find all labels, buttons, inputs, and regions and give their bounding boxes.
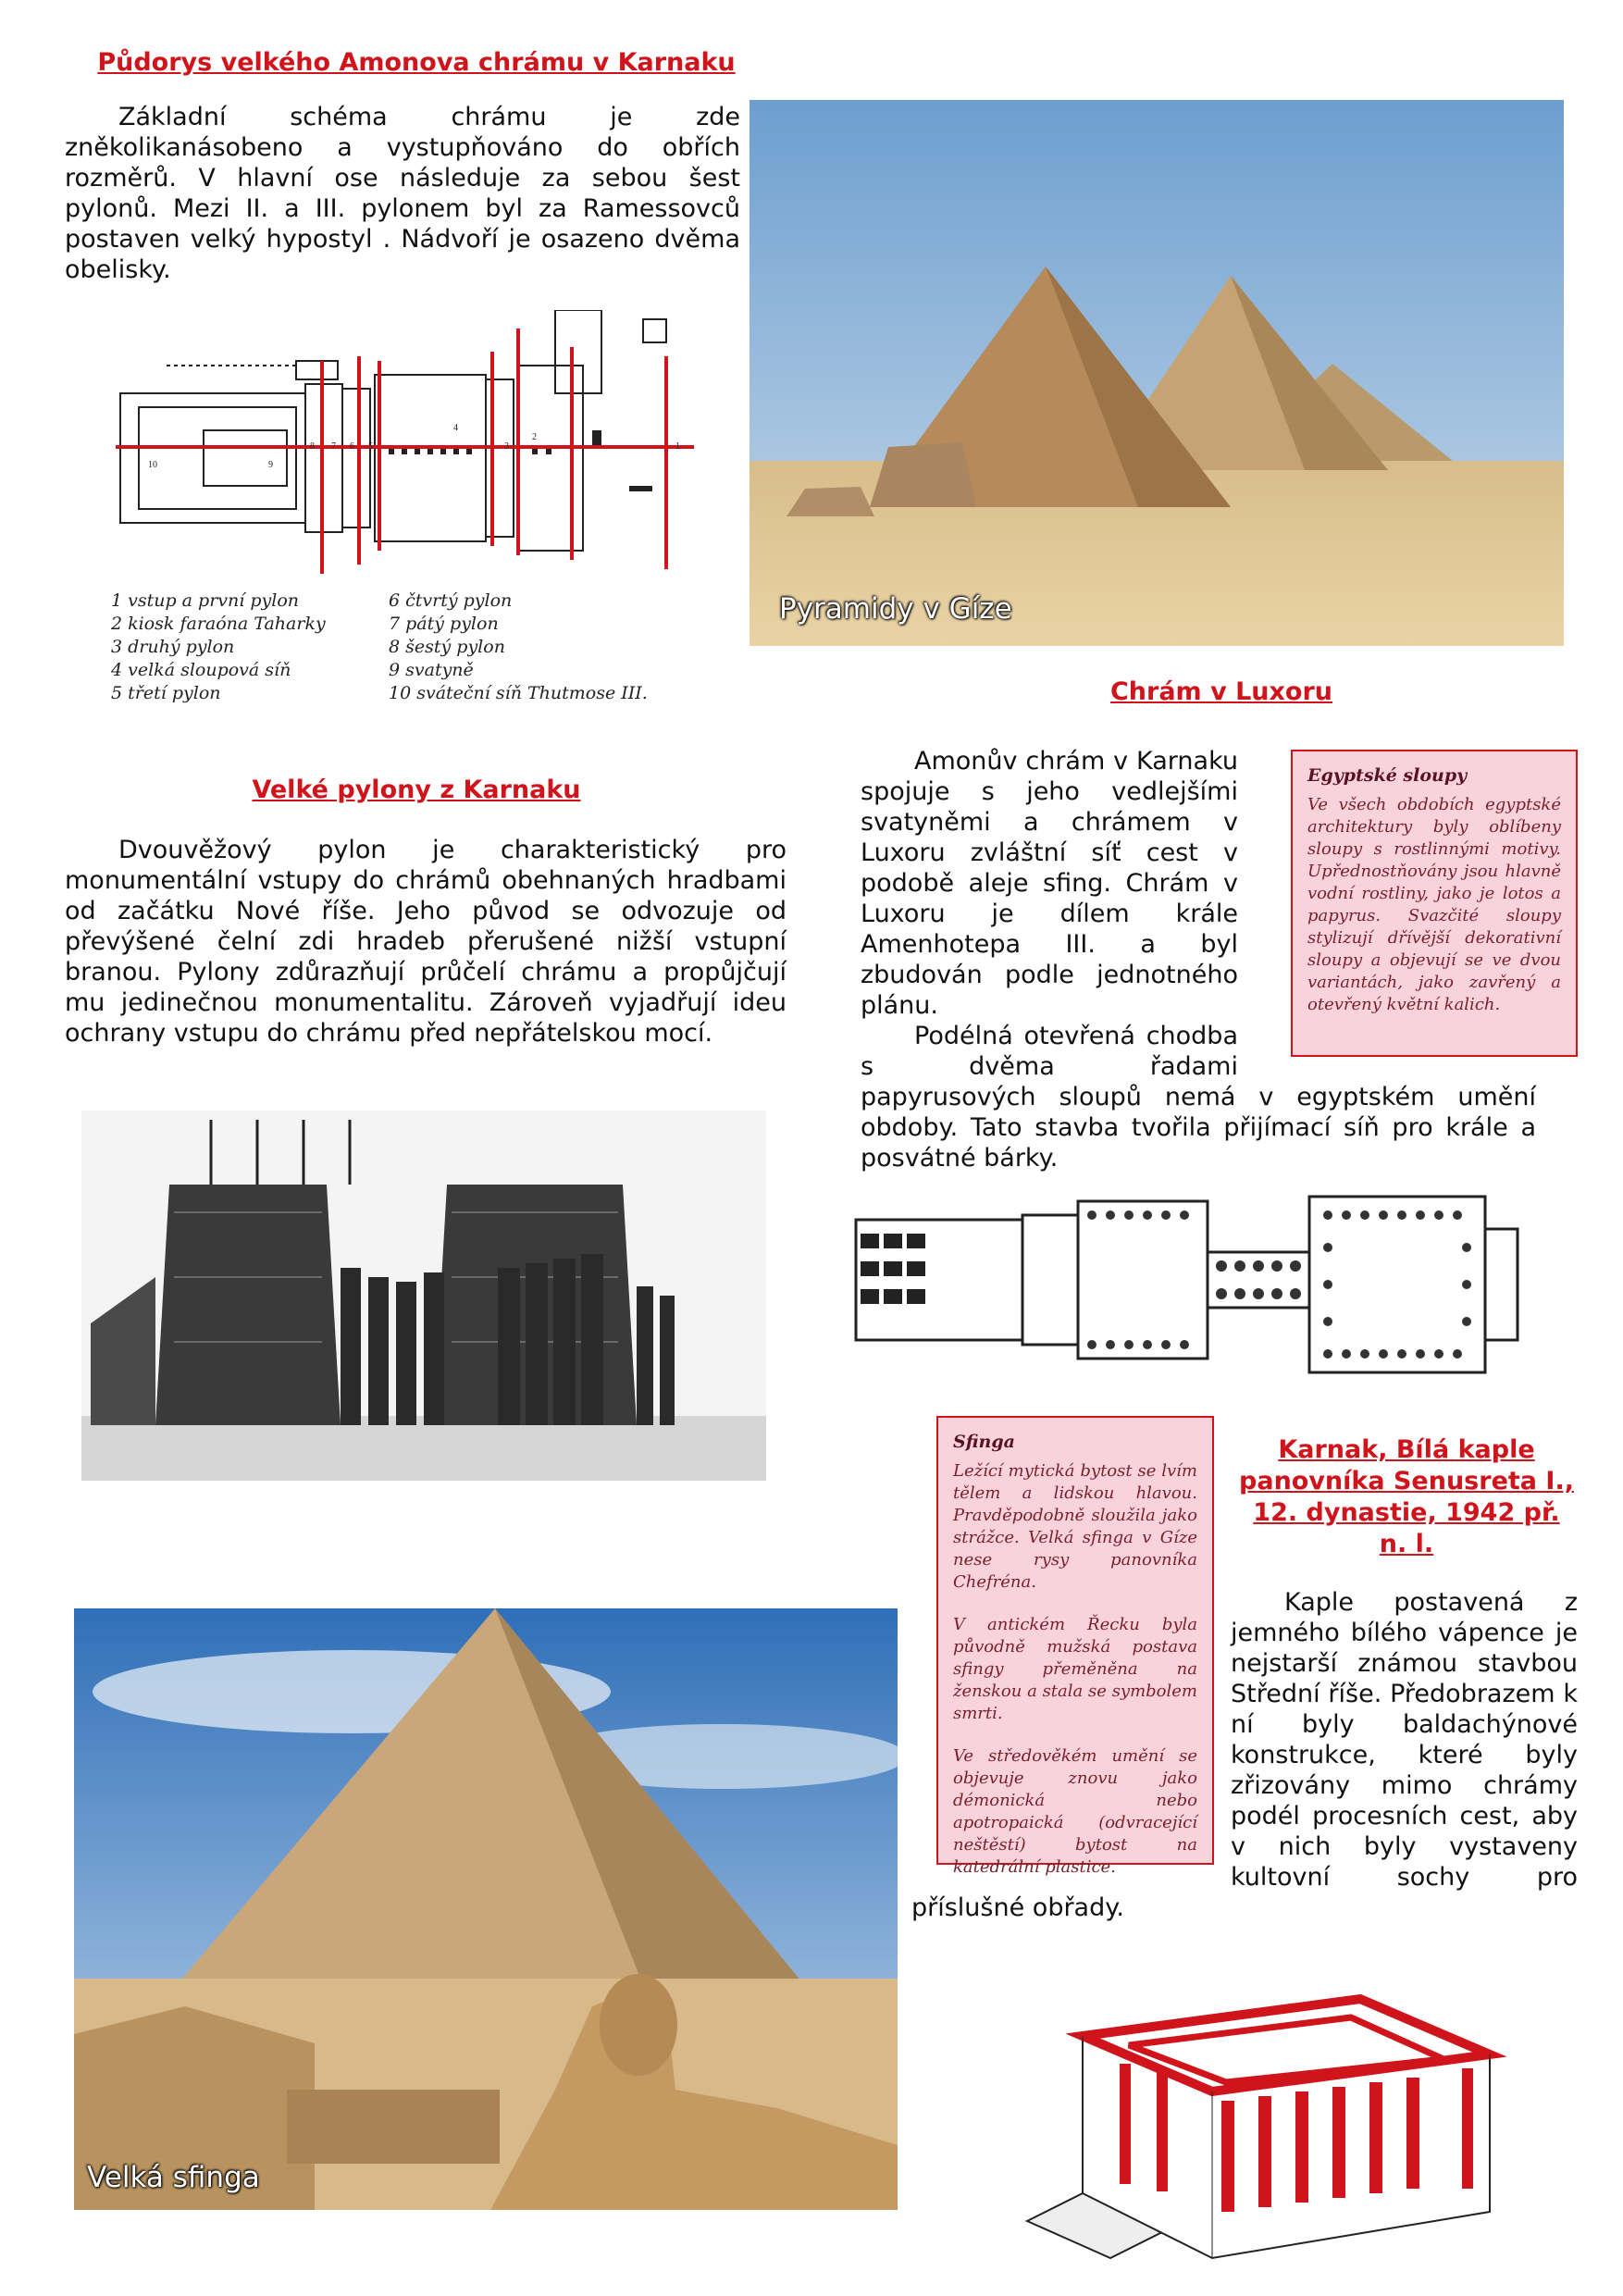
sphinx-caption: Velká sfinga [87,2161,260,2194]
plan-number: 9 [268,460,273,470]
sphinx-box-paragraph: Ležící mytická bytost se lvím tělem a lidskou hlavou. Pravděpodobně sloužila jako strážce. Velká sfinga v Gíze nese rysy panovníka Chefréna. [953,1461,1197,1592]
pyramids-photo [750,100,1564,646]
karnak-floor-plan [111,310,703,574]
sphinx-photo [74,1608,898,2210]
pyramids-caption: Pyramidy v Gíze [779,592,1012,626]
columns-box-title: Egyptské sloupy [1307,765,1468,786]
luxor-floor-plan [851,1192,1573,1382]
legend-item: 10 sváteční síň Thutmose III. [389,683,648,703]
sphinx-illustration [74,1608,898,2210]
white-chapel-heading: Karnak, Bílá kaple panovníka Senusreta I., 12. dynastie, 1942 př. n. l. [1239,1435,1574,1558]
pylons-paragraph: Dvouvěžový pylon je charakteristický pro monumentální vstupy do chrámů obehnaných hradbami od začátku Nové říše. Jeho původ se odvozuje od převýšené čelní zdi hradeb přerušené nižší vstupní branou. Pylony zdůrazňují průčelí chrámu a propůjčují mu jedinečnou monumentalitu. Zároveň vyjadřují ideu ochrany vstupu do chrámu před nepřátelskou mocí. [65,836,787,1048]
sphinx-box-paragraph: Ve středověkém umění se objevuje znovu jako démonická nebo apotropaická (odvracející neštěstí) bytost na katedrální plastice. [953,1746,1197,1877]
legend-item: 4 velká sloupová síň [111,660,291,680]
legend-item: 9 svatyně [389,660,474,680]
plan-number: 1 [675,441,680,452]
legend-item: 2 kiosk faraóna Taharky [111,614,326,634]
sphinx-box-title: Sfinga [953,1432,1015,1452]
plan-number: 6 [350,441,354,452]
luxor-paragraph-2: Podélná otevřená chodba s dvěma řadami papyrusových sloupů nemá v egyptském umění obdoby. Tato stavba tvořila přijímací síň pro krále a posvátné bárky. [861,1022,1536,1173]
plan-number: 5 [368,441,373,452]
white-chapel-text [911,1587,1578,1923]
legend-item: 7 pátý pylon [389,614,499,634]
pylons-drawing [81,1111,766,1481]
luxor-heading: Chrám v Luxoru [1109,677,1333,706]
luxor-paragraph-1: Amonův chrám v Karnaku spojuje s jeho vedlejšími svatyněmi a chrámem v Luxoru zvláštní síť cest v podobě aleje sfing. Chrám v Luxoru je dílem krále Amenhotepa III. a byl zbudován podle jednotného plánu. [861,747,1238,1020]
pylons-heading: Velké pylony z Karnaku [252,776,581,804]
karnak-plan-text [65,102,740,285]
egyptian-columns-box [1291,750,1578,1057]
plan-legend-right [389,590,703,705]
karnak-plan-heading: Půdorys velkého Amonova chrámu v Karnaku [97,48,736,77]
white-chapel-drawing [1009,1962,1536,2277]
legend-item: 5 třetí pylon [111,683,221,703]
plan-number: 7 [331,441,336,452]
plan-number: 10 [148,460,157,470]
karnak-plan-paragraph: Základní schéma chrámu je zde zněkolikanásobeno a vystupňováno do obřích rozměrů. V hlavní ose následuje za sebou šest pylonů. Mezi II. a III. pylonem byl za Ramessovců postaven velký hypostyl . Nádvoří je osazeno dvěma obelisky. [65,103,740,284]
pylons-text [65,835,787,1049]
plan-number: 3 [504,441,509,452]
plan-number: 4 [453,423,458,433]
legend-item: 1 vstup a první pylon [111,590,300,611]
pyramids-illustration [750,100,1564,646]
plan-legend-left [111,590,389,705]
legend-item: 8 šestý pylon [389,637,505,657]
plan-number: 8 [310,441,315,452]
columns-box-text: Ve všech obdobích egyptské architektury byly oblíbeny sloupy s rostlinnými motivy. Upřednostňovány jsou hlavně vodní rostliny, jako je lotos a papyrus. Svazčité sloupy stylizují dřívější dekorativní sloupy a objevují se ve dvou variantách, jako zavřený a otevřený květní kalich. [1307,795,1561,1014]
legend-item: 6 čtvrtý pylon [389,590,513,611]
white-chapel-paragraph: Kaple postavená z jemného bílého vápence je nejstarší známou stavbou Střední říše. Předobrazem k ní byly baldachýnové konstrukce, které byly zřizovány mimo chrámy podél procesních cest, aby v nich byly vystaveny kultovní sochy pro příslušné obřady. [911,1588,1578,1922]
sphinx-box-paragraph: V antickém Řecku byla původně mužská postava sfingy přeměněna na ženskou a stala se symbolem smrti. [953,1615,1197,1723]
plan-number: 2 [532,432,537,442]
legend-item: 3 druhý pylon [111,637,235,657]
float-spacer [911,1587,1231,1893]
